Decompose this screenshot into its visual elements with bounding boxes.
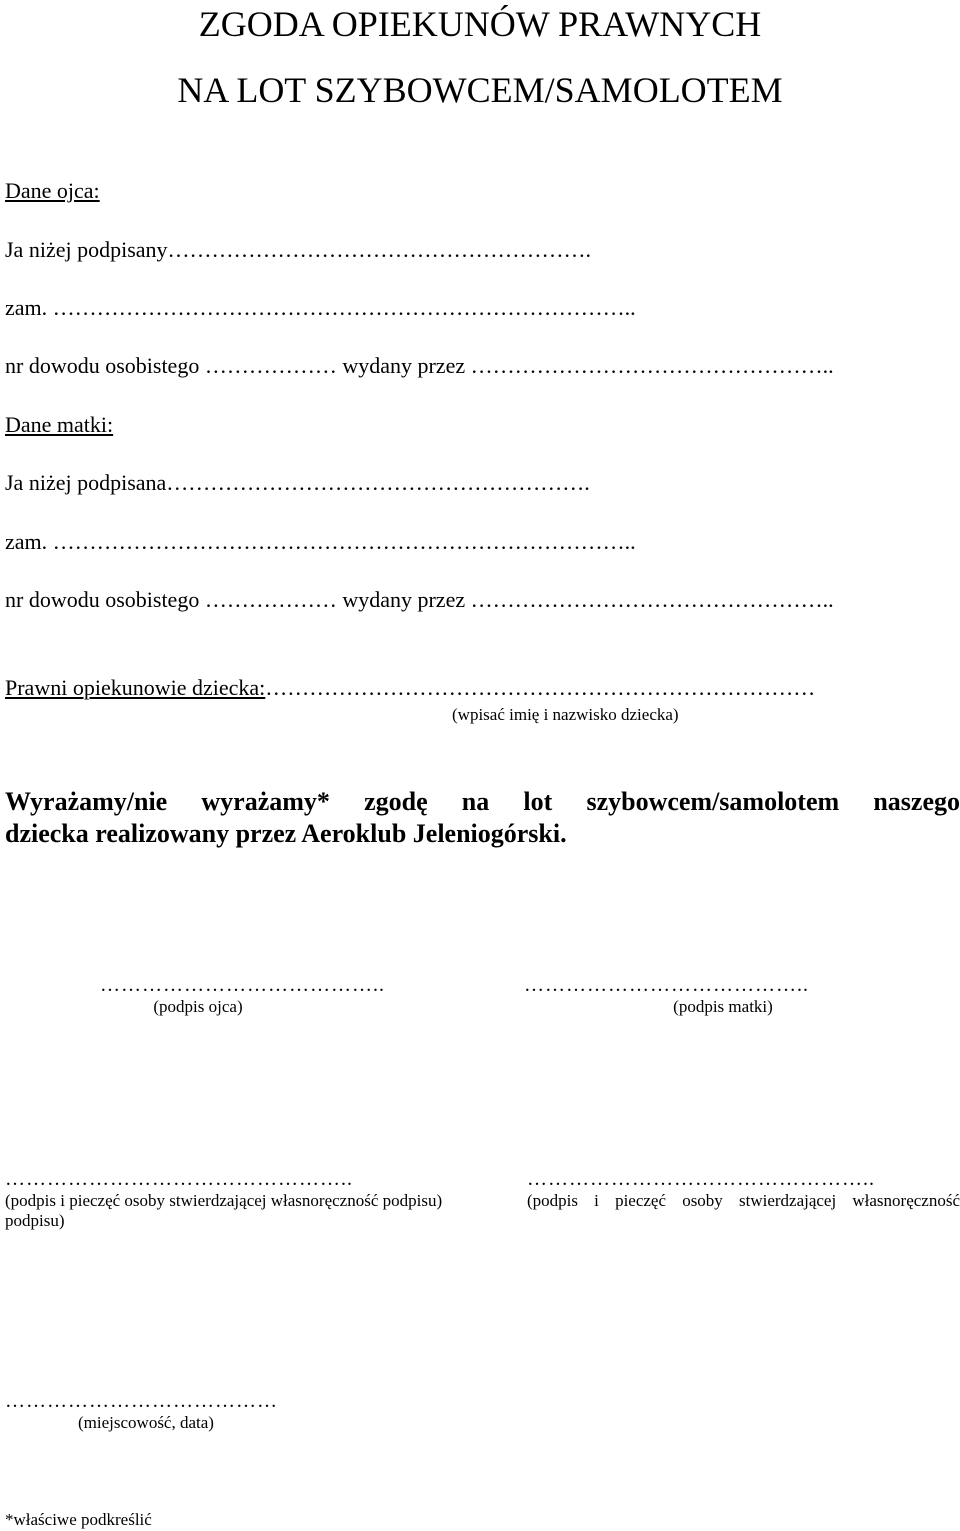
mother-name-line: Ja niżej podpisana…………………………………………………. (5, 470, 590, 495)
consent-paragraph (5, 786, 960, 850)
father-id-label: nr dowodu osobistego (5, 353, 200, 378)
witness-right-label: (podpis i pieczęć osoby stwierdzającej własnoręczność (527, 1191, 960, 1210)
mother-heading: Dane matki: (5, 412, 114, 437)
guardians-hint: (wpisać imię i nazwisko dziecka) (452, 705, 679, 724)
consent-line-2: dziecka realizowany przez Aeroklub Jeleniogórski. (5, 819, 567, 848)
place-date-dots: ………………………………… (5, 1390, 278, 1412)
witness-left-label: (podpis i pieczęć osoby stwierdzającej własnoręczność podpisu) (5, 1191, 443, 1210)
father-id-dots: ……………… (204, 353, 337, 378)
father-issued-dots: ………………………………………….. (470, 353, 834, 378)
guardians-dots: ………………………………………………………………… (265, 675, 816, 700)
father-name-line: Ja niżej podpisany…………………………………………………. (5, 237, 592, 262)
mother-signature-label: (podpis matki) (673, 997, 773, 1016)
guardians-label: Prawni opiekunowie dziecka: (5, 675, 266, 700)
guardians-line (5, 675, 815, 701)
place-date-label: (miejscowość, data) (78, 1413, 214, 1432)
mother-issued-label: wydany przez (342, 587, 466, 612)
father-address-line: zam. …………………………………………………………………….. (5, 295, 636, 320)
mother-issued-dots: ………………………………………….. (470, 587, 834, 612)
document-title-line-2: NA LOT SZYBOWCEM/SAMOLOTEM (177, 70, 783, 110)
consent-line-1: Wyrażamy/nie wyrażamy* zgodę na lot szybowcem/samolotem naszego (5, 787, 960, 816)
father-signature-label: (podpis ojca) (153, 997, 243, 1016)
mother-id-line (5, 587, 834, 613)
mother-signature-dots: ………………………………….. (524, 974, 809, 996)
witness-left-dots: ………………………………………….. (5, 1168, 353, 1190)
witness-right-dots: ………………………………………….. (527, 1168, 875, 1190)
father-issued-label: wydany przez (342, 353, 466, 378)
mother-id-dots: ……………… (204, 587, 337, 612)
document-title-line-1: ZGODA OPIEKUNÓW PRAWNYCH (198, 4, 762, 44)
footnote: *właściwe podkreślić (5, 1510, 152, 1529)
mother-address-line: zam. …………………………………………………………………….. (5, 529, 636, 554)
father-heading: Dane ojca: (5, 178, 100, 203)
father-id-line (5, 353, 834, 379)
witness-left-label-cont: podpisu) (5, 1211, 65, 1230)
mother-id-label: nr dowodu osobistego (5, 587, 200, 612)
father-signature-dots: ………………………………….. (100, 974, 385, 996)
